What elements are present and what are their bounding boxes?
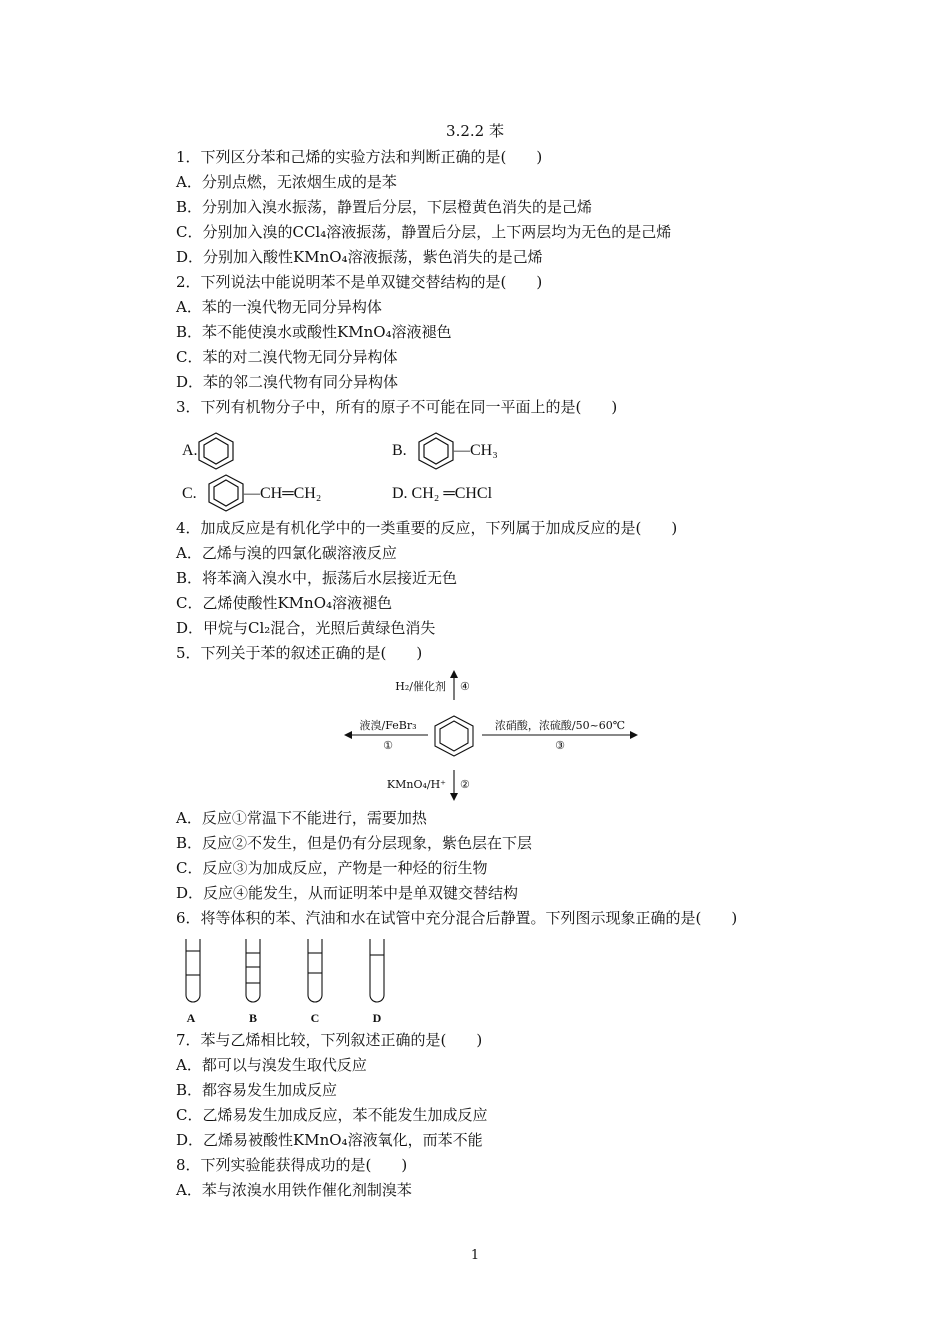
q2-option-c: C．苯的对二溴代物无同分异构体 [176,348,398,366]
question-4: 4．加成反应是有机化学中的一类重要的反应，下列属于加成反应的是( ) [176,519,678,537]
question-3: 3．下列有机物分子中，所有的原子不可能在同一平面上的是( ) [176,398,618,416]
q4-option-c: C．乙烯使酸性KMnO₄溶液褪色 [176,594,393,612]
q5-option-c: C．反应③为加成反应，产物是一种烃的衍生物 [176,859,488,877]
page-title: 3.2.2 苯 [446,122,504,140]
q7-option-a: A．都可以与溴发生取代反应 [176,1056,367,1074]
q7-option-b: B．都容易发生加成反应 [176,1081,338,1099]
question-1: 1．下列区分苯和己烯的实验方法和判断正确的是( ) [176,148,543,166]
q6-test-tubes [176,935,406,1027]
benzene-ring-a [199,433,233,469]
q3-option-a-label: A. [182,442,198,459]
q1-option-a: A．分别点燃，无浓烟生成的是苯 [176,173,397,191]
q5-reaction-scheme [340,670,640,805]
q3-option-c-label: C. [182,485,197,502]
arrow2-reagent: KMnO₄/H⁺ [386,778,446,791]
q5-option-a: A．反应①常温下不能进行，需要加热 [176,809,427,827]
arrow2-number: ② [460,778,470,791]
q5-option-d: D．反应④能发生，从而证明苯中是单双键交替结构 [176,884,519,902]
benzene-ring-b [419,433,453,469]
benzene-ring-center [435,716,473,756]
arrow4-reagent: H₂/催化剂 [395,680,446,693]
arrow3-reagent: 浓硝酸，浓硫酸/50~60℃ [494,719,626,732]
question-2: 2．下列说法中能说明苯不是单双键交替结构的是( ) [176,273,543,291]
tube-label-d: D [372,1011,382,1025]
q1-option-d: D．分别加入酸性KMnO₄溶液振荡，紫色消失的是己烯 [176,248,543,266]
q2-option-b: B．苯不能使溴水或酸性KMnO₄溶液褪色 [176,323,452,341]
test-tube-b [246,939,260,1002]
page-number: 1 [470,1248,480,1263]
question-8: 8．下列实验能获得成功的是( ) [176,1156,408,1174]
q7-option-d: D．乙烯易被酸性KMnO₄溶液氧化，而苯不能 [176,1131,483,1149]
q4-option-d: D．甲烷与Cl₂混合，光照后黄绿色消失 [176,619,436,637]
question-7: 7．苯与乙烯相比较，下列叙述正确的是( ) [176,1031,483,1049]
tube-label-b: B [248,1011,258,1025]
q2-option-a: A．苯的一溴代物无同分异构体 [176,298,382,316]
benzene-ring-c [209,475,243,511]
q3-option-b-group: —CH₃ [454,442,498,459]
q3-option-c-group: —CH═CH₂ [244,485,322,502]
q7-option-c: C．乙烯易发生加成反应，苯不能发生加成反应 [176,1106,488,1124]
arrow1-number: ① [383,739,393,752]
test-tube-d [370,939,384,1002]
q4-option-b: B．将苯滴入溴水中，振荡后水层接近无色 [176,569,458,587]
q4-option-a: A．乙烯与溴的四氯化碳溶液反应 [176,544,397,562]
question-6: 6．将等体积的苯、汽油和水在试管中充分混合后静置。下列图示现象正确的是( ) [176,909,738,927]
q3-option-d-label: D. CH₂ ═CHCl [392,485,493,502]
arrow1-reagent: 液溴/FeBr₃ [359,719,417,732]
q2-option-d: D．苯的邻二溴代物有同分异构体 [176,373,399,391]
test-tube-c [308,939,322,1002]
q5-option-b: B．反应②不发生，但是仍有分层现象，紫色层在下层 [176,834,533,852]
tube-label-c: C [310,1011,320,1025]
arrow3-number: ③ [555,739,565,752]
arrow4-number: ④ [460,680,470,693]
test-tube-a [186,939,200,1002]
q1-option-b: B．分别加入溴水振荡，静置后分层，下层橙黄色消失的是己烯 [176,198,593,216]
q1-option-c: C．分别加入溴的CCl₄溶液振荡，静置后分层，上下两层均为无色的是己烯 [176,223,672,241]
q8-option-a: A．苯与浓溴水用铁作催化剂制溴苯 [176,1181,412,1199]
q3-option-b-label: B. [392,442,407,459]
tube-label-a: A [186,1011,196,1025]
q3-structures [176,425,536,515]
question-5: 5．下列关于苯的叙述正确的是( ) [176,644,423,662]
